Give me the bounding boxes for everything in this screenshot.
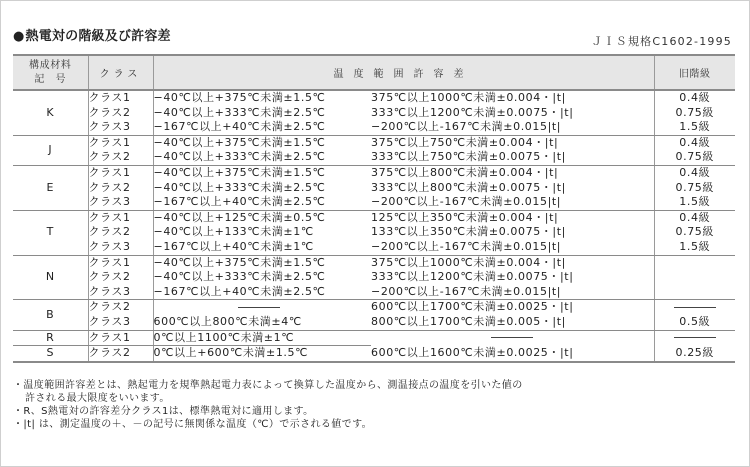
range1-cell: 0℃以上1100℃未満±1℃ <box>153 330 371 346</box>
footnote: ・|t| は、測定温度の＋、－の記号に無関係な温度（℃）で示される値です。 <box>13 419 373 430</box>
material-s: S <box>13 346 88 362</box>
material-k: K <box>13 90 88 135</box>
old-grade-cell <box>654 330 735 346</box>
class-cell: クラス1 <box>88 330 153 346</box>
table-row <box>13 225 735 240</box>
class-cell: クラス3 <box>88 195 153 210</box>
range1-cell <box>153 300 371 315</box>
page-title <box>13 25 171 44</box>
range2-cell: −200℃以上-167℃未満±0.015|t| <box>371 195 654 210</box>
material-e: E <box>13 165 88 210</box>
table-row <box>13 210 735 225</box>
range2-cell: 600℃以上1700℃未満±0.0025・|t| <box>371 300 654 315</box>
class-cell: クラス2 <box>88 181 153 196</box>
range1-cell: −40℃以上+375℃未満±1.5℃ <box>153 165 326 179</box>
header-class: クラス <box>88 55 153 90</box>
table-row <box>13 165 735 180</box>
range1-cell: −40℃以上+333℃未満±2.5℃ <box>153 270 326 284</box>
range2-cell: 800℃以上1700℃未満±0.005・|t| <box>371 315 654 330</box>
table-row <box>13 120 735 135</box>
header-row <box>13 55 735 90</box>
table-row <box>13 135 735 150</box>
old-grade-cell: 0.5級 <box>654 315 735 330</box>
material-t: T <box>13 210 88 255</box>
class-cell: クラス1 <box>88 255 153 270</box>
material-b: B <box>13 300 88 330</box>
old-grade-cell <box>654 255 735 270</box>
class-cell: クラス3 <box>88 315 153 330</box>
range1-cell: −167℃以上+40℃未満±2.5℃ <box>153 120 371 135</box>
range2-cell: −200℃以上-167℃未満±0.015|t| <box>371 120 654 135</box>
range1-cell: −40℃以上+375℃未満±1.5℃ <box>153 135 326 149</box>
footnote: ・R、S熱電対の許容差分クラス1は、標準熱電対に適用します。 <box>13 406 314 417</box>
range1-cell: −167℃以上+40℃未満±2.5℃ <box>153 195 371 210</box>
range2-cell: 133℃以上350℃未満±0.0075・|t| <box>371 225 654 240</box>
old-grade-cell: 1.5級 <box>654 120 735 135</box>
range1-cell: −40℃以上+125℃未満±0.5℃ <box>153 210 326 224</box>
table-row <box>13 300 735 315</box>
range2-cell: −200℃以上-167℃未満±0.015|t| <box>371 240 654 255</box>
table-row <box>13 346 735 362</box>
class-cell: クラス2 <box>88 106 153 121</box>
range2-cell: 600℃以上1600℃未満±0.0025・|t| <box>371 346 654 362</box>
range1-cell: −40℃以上+375℃未満±1.5℃ <box>153 91 326 104</box>
class-cell: クラス2 <box>88 150 153 165</box>
range1-cell: −40℃以上+333℃未満±2.5℃ <box>153 105 326 119</box>
old-grade-cell: 0.4級 <box>679 165 711 179</box>
class-cell: クラス2 <box>88 225 153 240</box>
range1-cell: −40℃以上+333℃未満±2.5℃ <box>153 180 326 194</box>
dash-mark <box>491 337 533 338</box>
table-row <box>13 90 735 106</box>
range1-cell: −40℃以上+333℃未満±2.5℃ <box>153 150 371 165</box>
range2-cell <box>371 330 654 346</box>
bullet-icon: ● <box>13 29 25 44</box>
range2-cell: 375℃以上1000℃未満±0.004・|t| <box>371 90 654 106</box>
range1-cell: −40℃以上+133℃未満±1℃ <box>153 225 314 239</box>
range2-cell: 333℃以上1200℃未満±0.0075・|t| <box>371 106 654 121</box>
table-row <box>13 195 735 210</box>
class-cell: クラス1 <box>88 210 153 225</box>
range1-cell: 0℃以上+600℃未満±1.5℃ <box>153 346 371 362</box>
footnotes <box>13 379 523 431</box>
tolerance-table <box>13 54 735 363</box>
title-text: 熱電対の階級及び許容差 <box>25 29 171 44</box>
old-grade-cell <box>654 300 735 315</box>
header-range: 温度範囲許容差 <box>153 55 654 90</box>
old-grade-cell: 1.5級 <box>654 240 735 255</box>
old-grade-cell: 0.4級 <box>679 135 711 149</box>
material-j: J <box>13 135 88 165</box>
old-grade-cell: 0.75級 <box>675 180 714 194</box>
range2-cell: 125℃以上350℃未満±0.004・|t| <box>371 210 654 225</box>
material-r: R <box>13 330 88 346</box>
table-row <box>13 106 735 121</box>
class-cell: クラス1 <box>88 165 153 180</box>
class-cell: クラス2 <box>88 300 153 315</box>
class-cell: クラス1 <box>88 90 153 106</box>
old-grade-cell: 0.4級 <box>679 210 711 224</box>
class-cell: クラス3 <box>88 285 153 300</box>
dash-mark <box>674 307 716 308</box>
range1-cell: −40℃以上+375℃未満±1.5℃ <box>153 255 326 269</box>
table-row <box>13 255 735 270</box>
table-row <box>13 181 735 196</box>
range1-cell: −167℃以上+40℃未満±1℃ <box>153 240 371 255</box>
range1-cell: 600℃以上800℃未満±4℃ <box>153 315 371 330</box>
range2-cell: 375℃以上1000℃未満±0.004・|t| <box>371 255 654 270</box>
header-old-grade: 旧階級 <box>654 55 735 90</box>
old-grade-cell: 0.75級 <box>675 105 714 119</box>
range2-cell: 333℃以上800℃未満±0.0075・|t| <box>371 181 654 196</box>
range1-cell: −167℃以上+40℃未満±2.5℃ <box>153 285 371 300</box>
old-grade-cell <box>654 270 735 285</box>
range2-cell: 333℃以上1200℃未満±0.0075・|t| <box>371 270 654 285</box>
old-grade-cell: 0.75級 <box>654 150 735 165</box>
table-row <box>13 330 735 346</box>
dash-mark <box>238 307 280 308</box>
class-cell: クラス2 <box>88 270 153 285</box>
old-grade-cell: 0.4級 <box>679 91 711 104</box>
table-row <box>13 150 735 165</box>
table-row <box>13 285 735 300</box>
old-grade-cell: 0.25級 <box>654 346 735 362</box>
class-cell: クラス2 <box>88 346 153 362</box>
range2-cell: 375℃以上750℃未満±0.004・|t| <box>371 135 654 150</box>
class-cell: クラス1 <box>88 135 153 150</box>
footnote: 許される最大限度をいいます。 <box>25 393 170 404</box>
header-material: 構成材料 記 号 <box>13 55 88 90</box>
material-n: N <box>13 255 88 300</box>
old-grade-cell <box>654 285 735 300</box>
old-grade-cell: 0.75級 <box>675 225 714 239</box>
class-cell: クラス3 <box>88 120 153 135</box>
dash-mark <box>674 337 716 338</box>
footnote: ・温度範囲許容差とは、熱起電力を規準熱起電力表によって換算した温度から、測温接点の温度を引いた値の <box>13 380 523 391</box>
range2-cell: −200℃以上-167℃未満±0.015|t| <box>371 285 654 300</box>
class-cell: クラス3 <box>88 240 153 255</box>
table-row <box>13 315 735 330</box>
range2-cell: 333℃以上750℃未満±0.0075・|t| <box>371 150 654 165</box>
old-grade-cell: 1.5級 <box>654 195 735 210</box>
range2-cell: 375℃以上800℃未満±0.004・|t| <box>371 165 654 180</box>
table-row <box>13 240 735 255</box>
standard-label: ＪＩＳ規格C1602-1995 <box>591 35 732 48</box>
table-row <box>13 270 735 285</box>
